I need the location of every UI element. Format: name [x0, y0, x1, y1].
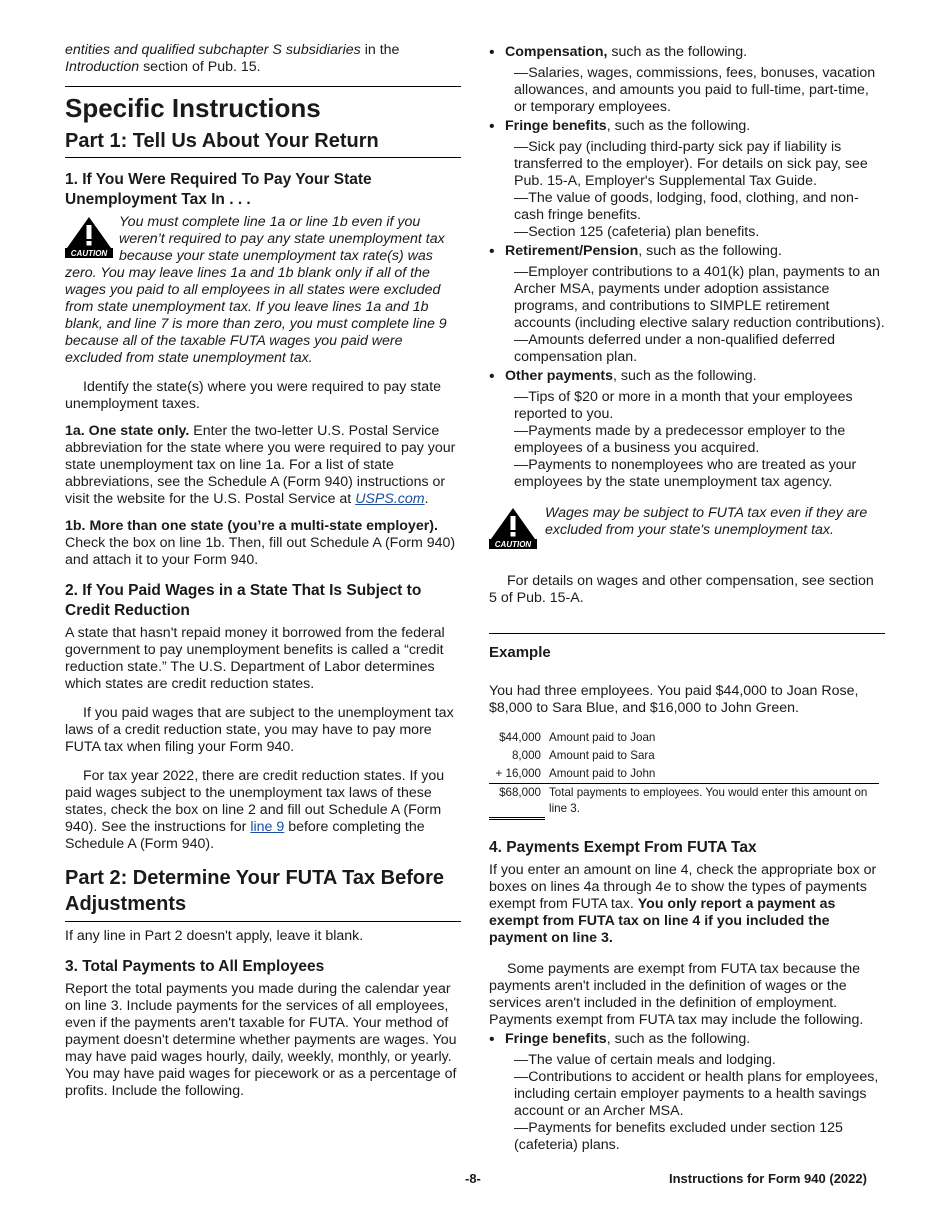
- example-text: You had three employees. You paid $44,000 to Joan Rose, $8,000 to Sara Blue, and $16,000 to John Green.: [489, 683, 859, 716]
- bullet-retirement: • Retirement/Pension, such as the following.: [489, 243, 885, 260]
- section4-paragraph-2: Some payments are exempt from FUTA tax because the payments aren't included in the definition of wages or the services aren't included in the definition of employment. Payments exempt from FUTA tax may include the following.: [489, 960, 864, 1028]
- identify-paragraph: Identify the state(s) where you were required to pay state unemployment taxes.: [65, 379, 442, 412]
- exempt-fringe-list: [489, 1052, 885, 1154]
- details-paragraph: For details on wages and other compensation, see section 5 of Pub. 15-A.: [489, 573, 874, 606]
- list-item: —Amounts deferred under a non-qualified deferred compensation plan.: [514, 332, 835, 365]
- list-item: —Payments made by a predecessor employer to the employees of a business you acquired.: [514, 423, 846, 456]
- list-item: —Payments for benefits excluded under section 125 (cafeteria) plans.: [514, 1119, 843, 1153]
- list-item: —Tips of $20 or more in a month that your employees reported to you.: [514, 389, 853, 422]
- example-heading: Example: [489, 633, 885, 661]
- part1-heading: Part 1: Tell Us About Your Return: [65, 129, 461, 158]
- page-title: Specific Instructions: [65, 86, 461, 123]
- list-item: —The value of goods, lodging, food, clothing, and non-cash fringe benefits.: [514, 190, 859, 223]
- part2-note: If any line in Part 2 doesn't apply, leave it blank.: [65, 928, 364, 944]
- caution-note: CAUTION You must complete line 1a or line 1b even if you weren’t required to pay any state unemployment tax because your state unemployment tax rate(s) was zero. You may leave lines 1a and 1b blank only if all of the wages you paid to all employees in all states were excluded from state unemployment tax. If you leave lines 1a and 1b blank, and line 7 is more than zero, you must complete line 9 because all of the taxable FUTA wages you paid were excluded from state unemployment tax.: [65, 214, 447, 366]
- part2-heading: Part 2: Determine Your FUTA Tax Before Adjustments: [65, 865, 461, 922]
- list-item: —Payments to nonemployees who are treated as your employees by the state unemployment tax agency.: [514, 457, 857, 490]
- list-item: —Sick pay (including third-party sick pay if liability is transferred to the employer). For details on sick pay, see Pub. 15-A, Employer's Supplemental Tax Guide.: [514, 139, 868, 189]
- bullet-fringe-benefits: • Fringe benefits, such as the following.: [489, 118, 885, 135]
- section3-heading: 3. Total Payments to All Employees: [65, 958, 325, 975]
- list-item: —The value of certain meals and lodging.: [514, 1051, 776, 1068]
- right-column: [489, 42, 885, 1154]
- caution-icon: [65, 216, 113, 258]
- left-column: [65, 42, 461, 1100]
- table-row: + 16,000 Amount paid to John: [495, 767, 656, 780]
- fringe-list: [489, 139, 885, 241]
- example-table: [489, 729, 879, 820]
- list-item: —Contributions to accident or health plans for employees, including certain employer payments to a health savings account or an Archer MSA.: [514, 1068, 879, 1119]
- bullet-other-payments: • Other payments, such as the following.: [489, 368, 885, 385]
- list-item: —Section 125 (cafeteria) plan benefits.: [514, 224, 760, 240]
- usps-link[interactable]: USPS.com: [355, 491, 425, 507]
- other-payments-list: [489, 389, 885, 491]
- section2-paragraph-2: If you paid wages that are subject to the unemployment tax laws of a credit reduction state, you may have to pay more FUTA tax when filing your Form 940.: [65, 705, 454, 755]
- line-1a-paragraph: 1a. One state only. Enter the two-letter U.S. Postal Service abbreviation for the state where you were required to pay your state unemployment tax on line 1a. For a list of state abbreviations, see the Schedule A (Form 940) instructions or visit the website for the U.S. Postal Service at USPS.com.: [65, 423, 456, 507]
- retirement-list: [489, 264, 885, 366]
- intro-paragraph: entities and qualified subchapter S subsidiaries in the Introduction section of Pub. 15.: [65, 42, 400, 75]
- section4-heading: 4. Payments Exempt From FUTA Tax: [489, 838, 757, 856]
- table-row: $44,000 Amount paid to Joan: [499, 731, 656, 744]
- compensation-list: [489, 65, 885, 116]
- section2-paragraph-1: A state that hasn't repaid money it borrowed from the federal government to pay unemployment benefits is called a “credit reduction state.” The U.S. Department of Labor determines which states are credit reduction states.: [65, 625, 445, 692]
- svg-text:CAUTION: CAUTION: [70, 249, 108, 258]
- line-9-link[interactable]: line 9: [250, 819, 285, 835]
- bullet-compensation: • Compensation, such as the following.: [489, 44, 885, 61]
- section1-heading: 1. If You Were Required To Pay Your State Unemployment Tax In . . .: [65, 171, 372, 208]
- section4-paragraph-1: If you enter an amount on line 4, check the appropriate box or boxes on lines 4a through 4e to show the types of payments exempt from FUTA tax. You only report a payment as exempt from FUTA tax on line 4 if you included the payment on line 3.: [489, 861, 877, 946]
- footer-document-title: Instructions for Form 940 (2022): [669, 1171, 867, 1186]
- section2-heading: 2. If You Paid Wages in a State That Is Subject to Credit Reduction: [65, 582, 422, 619]
- section2-paragraph-3: For tax year 2022, there are credit reduction states. If you paid wages subject to the unemployment tax laws of these states, check the box on line 2 and fill out Schedule A (Form 940). See the instructions for line 9 before completing the Schedule A (Form 940).: [65, 768, 445, 852]
- bullet-exempt-fringe-benefits: • Fringe benefits, such as the following.: [489, 1031, 885, 1048]
- line-1b-paragraph: 1b. More than one state (you’re a multi-state employer). Check the box on line 1b. Then, fill out Schedule A (Form 940) and attach it to your Form 940.: [65, 518, 456, 568]
- list-item: —Salaries, wages, commissions, fees, bonuses, vacation allowances, and amounts you paid to full-time, part-time, or temporary employees.: [514, 65, 876, 115]
- list-item: —Employer contributions to a 401(k) plan, payments to an Archer MSA, payments under adoption assistance programs, and contributions to SIMPLE retirement accounts (including elective salary reduction contributions).: [514, 264, 885, 331]
- caution-note-2: CAUTION Wages may be subject to FUTA tax even if they are excluded from your state's unemployment tax.: [489, 505, 885, 555]
- caution-icon: [489, 507, 537, 549]
- table-row: 8,000 Amount paid to Sara: [511, 749, 655, 762]
- section3-paragraph: Report the total payments you made during the calendar year on line 3. Include payments for the services of all employees, even if the payments aren't taxable for FUTA. Your method of payment doesn't determine whether payments are wages. You may have paid wages hourly, daily, weekly, monthly, or yearly. You may have paid wages for piecework or as a percentage of profits. Include the following.: [65, 981, 457, 1099]
- table-total-row: $68,000 Total payments to employees. You would enter this amount on line 3.: [489, 784, 879, 819]
- page-number: -8-: [465, 1171, 481, 1186]
- svg-text:CAUTION: CAUTION: [494, 540, 532, 549]
